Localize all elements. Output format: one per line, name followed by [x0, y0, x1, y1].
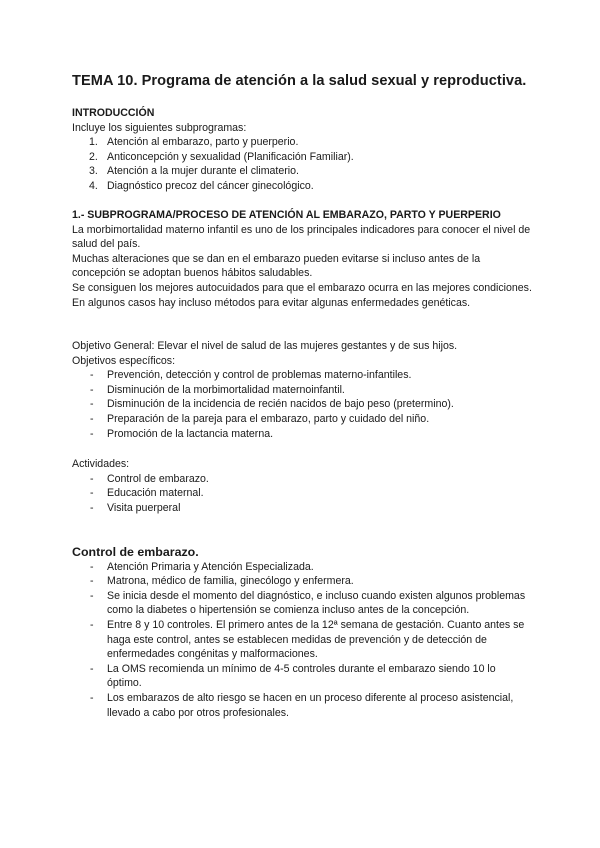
paragraph: Se consiguen los mejores autocuidados para que el embarazo ocurra en las mejores condiciones. En algunos casos hay incluso métodos para evitar algunas enfermedades genéticas. [72, 281, 532, 309]
intro-list [72, 135, 532, 193]
control-list [72, 560, 532, 721]
control-section [72, 545, 532, 720]
list-text: Atención a la mujer durante el climaterio. [107, 165, 299, 178]
list-text: Anticoncepción y sexualidad (Planificación Familiar). [107, 150, 354, 163]
list-number: 3. [89, 165, 98, 178]
intro-lead: Incluye los siguientes subprogramas: [72, 121, 247, 134]
list-item: - Educación maternal. [72, 486, 532, 501]
paragraph: Muchas alteraciones que se dan en el embarazo pueden evitarse si incluso antes de la concepción se adoptan buenos hábitos saludables. [72, 252, 481, 280]
activities-block [72, 457, 532, 515]
specific-objectives-label: Objetivos específicos: [72, 354, 176, 367]
list-number: 2. [89, 150, 98, 163]
activities-label: Actividades: [72, 458, 130, 470]
list-text: Atención al embarazo, parto y puerperio. [107, 136, 299, 149]
specific-objectives-list [72, 368, 532, 441]
list-number: 4. [89, 179, 98, 192]
list-item [72, 164, 532, 179]
control-heading: Control de embarazo. [72, 545, 199, 559]
intro-heading: INTRODUCCIÓN [72, 107, 155, 119]
list-item: - Promoción de la lactancia materna. [72, 427, 532, 442]
list-item [72, 179, 532, 194]
list-item [72, 150, 532, 165]
list-item: - Disminución de la incidencia de recién nacidos de bajo peso (pretermino). [72, 397, 532, 412]
list-item: - Visita puerperal [72, 501, 532, 516]
page-title: TEMA 10. Programa de atención a la salud sexual y reproductiva. [72, 73, 527, 89]
list-item: - Se inicia desde el momento del diagnóstico, e incluso cuando existen algunos problemas como la diabetes o hipertensión se comienza incluso antes de la concepción. [72, 589, 532, 618]
objectives-block [72, 339, 532, 441]
list-item: - Preparación de la pareja para el embarazo, parto y cuidado del niño. [72, 412, 532, 427]
section-1-heading: 1.- SUBPROGRAMA/PROCESO DE ATENCIÓN AL EMBARAZO, PARTO Y PUERPERIO [72, 209, 501, 221]
list-item: - Control de embarazo. [72, 472, 532, 487]
list-item [72, 135, 532, 150]
activities-list [72, 472, 532, 516]
list-item: - La OMS recomienda un mínimo de 4-5 controles durante el embarazo siendo 10 lo óptimo. [72, 662, 532, 691]
list-item: - Disminución de la morbimortalidad maternoinfantil. [72, 383, 532, 398]
list-item: - Los embarazos de alto riesgo se hacen en un proceso diferente al proceso asistencial, llevado a cabo por otros profesionales. [72, 691, 532, 720]
paragraph: La morbimortalidad materno infantil es uno de los principales indicadores para conocer el nivel de salud del país. [72, 223, 531, 251]
intro-section [72, 106, 532, 194]
list-item: - Entre 8 y 10 controles. El primero antes de la 12ª semana de gestación. Cuanto antes se haga este control, antes se establecen medidas de prevención y de detección de enfermedades congénitas y malformaciones. [72, 618, 532, 662]
list-text: Diagnóstico precoz del cáncer ginecológico. [107, 179, 314, 192]
section-1 [72, 208, 532, 310]
general-objective: Objetivo General: Elevar el nivel de salud de las mujeres gestantes y de sus hijos. [72, 340, 458, 352]
list-item: - Matrona, médico de familia, ginecólogo y enfermera. [72, 574, 532, 589]
list-item: - Atención Primaria y Atención Especializada. [72, 560, 532, 575]
list-item: - Prevención, detección y control de problemas materno-infantiles. [72, 368, 532, 383]
list-number: 1. [89, 136, 98, 149]
